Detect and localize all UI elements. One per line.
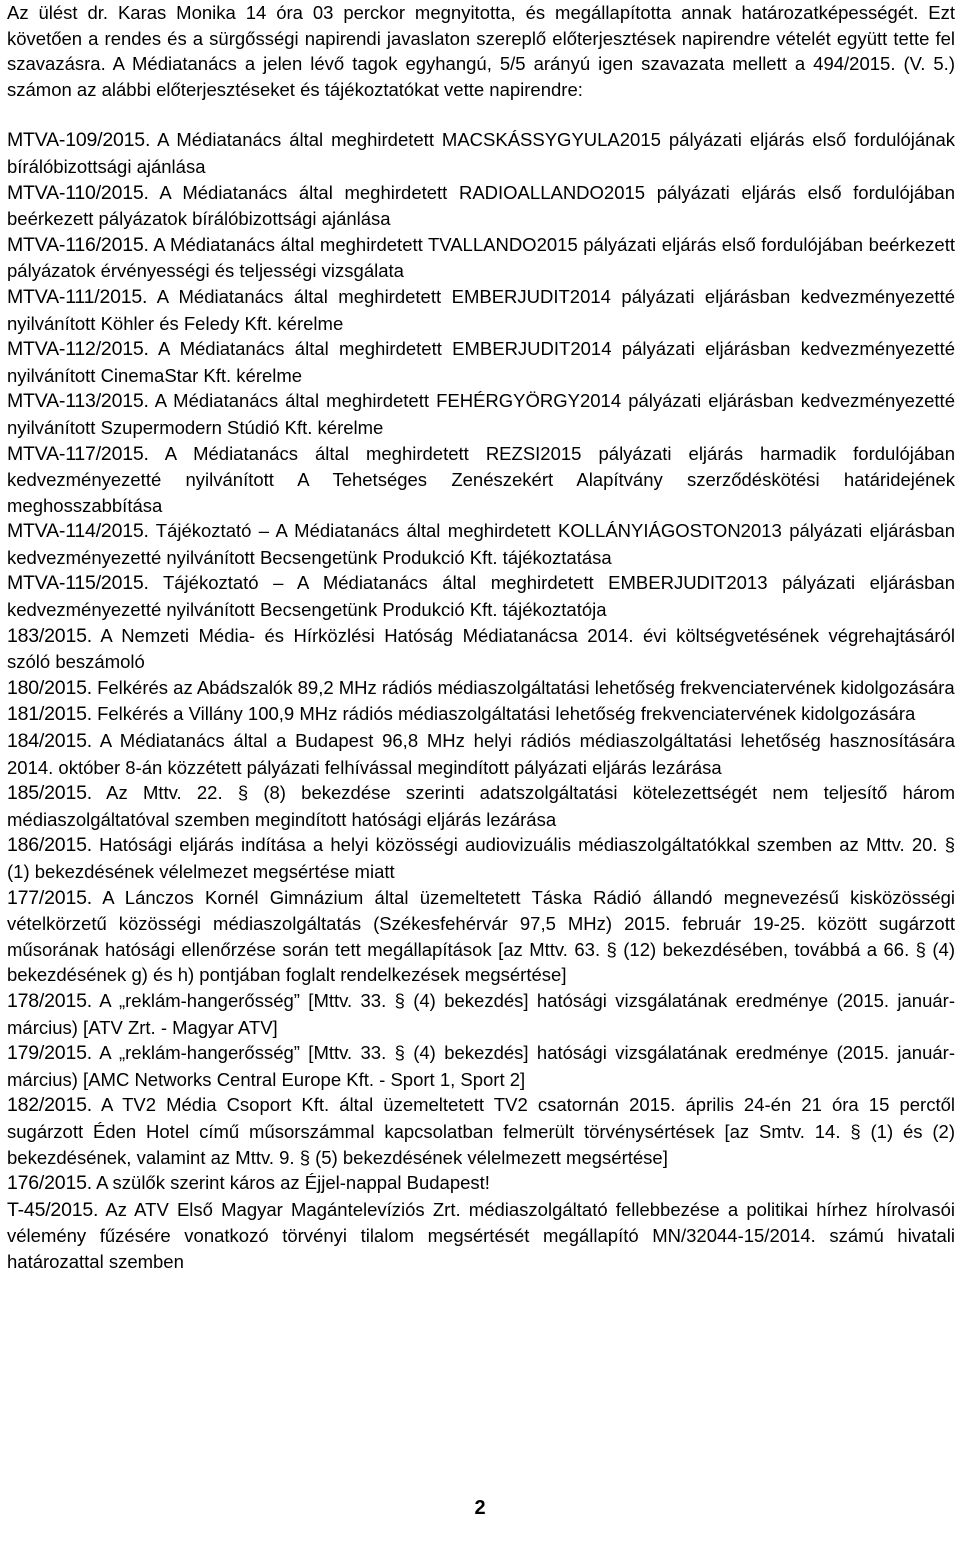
- agenda-item-code: 183/2015.: [7, 624, 92, 647]
- agenda-item: [7, 336, 955, 388]
- agenda-item-code: MTVA-115/2015.: [7, 572, 149, 595]
- agenda-item-text: Hatósági eljárás indítása a helyi közösségi audiovizuális médiaszolgáltatókkal szemben az Mttv. 20. § (1) bekezdésének vélelmezet megsértése miatt: [7, 834, 956, 882]
- agenda-item: [7, 284, 955, 336]
- agenda-item-text: A „reklám-hangerősség” [Mttv. 33. § (4) bekezdés] hatósági vizsgálatának eredménye (2015. január-március) [AMC Networks Central Europe Kft. - Sport 1, Sport 2]: [7, 1042, 955, 1090]
- agenda-item: [7, 832, 955, 884]
- agenda-item-text: A TV2 Média Csoport Kft. által üzemeltetett TV2 csatornán 2015. április 24-én 21 óra 15 perctől sugárzott Éden Hotel című műsorszámmal kapcsolatban felmerült törvénysértések [az Smtv. 14. § (1) és (2) bekezdésének, valamint az Mttv. 9. § (5) bekezdésének vélelmezett megsértése]: [7, 1094, 955, 1168]
- agenda-list: [7, 127, 955, 1274]
- document-body: [7, 0, 955, 1275]
- page-number: 2: [474, 1497, 486, 1519]
- agenda-item-code: MTVA-112/2015.: [7, 338, 149, 361]
- agenda-item-text: A szülők szerint káros az Éjjel-nappal Budapest!: [96, 1172, 490, 1194]
- agenda-item-code: MTVA-109/2015.: [7, 129, 151, 152]
- agenda-item-text: A Médiatanács által meghirdetett EMBERJUDIT2014 pályázati eljárásban kedvezményezetté nyilvánított CinemaStar Kft. kérelme: [7, 338, 956, 386]
- agenda-item-text: A Médiatanács által meghirdetett MACSKÁSSYGYULA2015 pályázati eljárás első fordulójának bírálóbizottsági ajánlása: [7, 129, 955, 177]
- agenda-item-code: 186/2015.: [7, 834, 92, 857]
- agenda-item: [7, 701, 955, 728]
- agenda-item: [7, 675, 955, 702]
- agenda-item-code: MTVA-113/2015.: [7, 390, 149, 413]
- agenda-item-text: A Médiatanács által meghirdetett REZSI2015 pályázati eljárás harmadik fordulójában kedvezményezetté nyilvánított A Tehetséges Zenészekért Alapítvány szerződéskötési határidejének meghosszabbítása: [7, 442, 955, 516]
- agenda-item: [7, 623, 955, 675]
- agenda-item-code: 185/2015.: [7, 782, 92, 805]
- agenda-item-code: MTVA-114/2015.: [7, 520, 149, 543]
- agenda-item-text: A Médiatanács által meghirdetett TVALLANDO2015 pályázati eljárás első fordulójában beérkezett pályázatok érvényességi és teljességi vizsgálata: [7, 233, 955, 282]
- agenda-item-text: Felkérés a Villány 100,9 MHz rádiós médiaszolgáltatási lehetőség frekvenciatervének kidolgozására: [97, 703, 916, 725]
- agenda-item: [7, 1197, 955, 1275]
- agenda-item-code: MTVA-116/2015.: [7, 233, 149, 256]
- agenda-item-code: MTVA-111/2015.: [7, 285, 148, 308]
- agenda-item-text: A Médiatanács által meghirdetett FEHÉRGYÖRGY2014 pályázati eljárásban kedvezményezetté nyilvánított Szupermodern Stúdió Kft. kérelme: [7, 390, 955, 438]
- agenda-item-text: A Nemzeti Média- és Hírközlési Hatóság Médiatanácsa 2014. évi költségvetésének végrehajtásáról szóló beszámoló: [7, 624, 955, 673]
- agenda-item-text: A Médiatanács által meghirdetett EMBERJUDIT2014 pályázati eljárásban kedvezményezetté nyilvánított Köhler és Feledy Kft. kérelme: [7, 285, 955, 334]
- agenda-item: [7, 518, 955, 570]
- agenda-item-code: 178/2015.: [7, 989, 92, 1012]
- agenda-item-code: 176/2015.: [7, 1172, 92, 1195]
- agenda-item: [7, 1170, 955, 1197]
- agenda-item: [7, 441, 955, 519]
- agenda-item: [7, 780, 955, 832]
- agenda-item-text: Az Mttv. 22. § (8) bekezdése szerinti adatszolgáltatási kötelezettségét nem teljesítő három médiaszolgáltatóval szemben megindított hatósági eljárás lezárása: [7, 782, 955, 830]
- agenda-item: [7, 885, 955, 988]
- agenda-item: [7, 988, 955, 1040]
- agenda-item: [7, 570, 955, 622]
- agenda-item-text: A Médiatanács által a Budapest 96,8 MHz helyi rádiós médiaszolgáltatási lehetőség hasznosítására 2014. október 8-án közzétett pályázati felhívással megindított pályázati eljárás lezárása: [7, 730, 956, 778]
- agenda-item-text: Felkérés az Abádszalók 89,2 MHz rádiós médiaszolgáltatási lehetőség frekvenciatervének kidolgozására: [97, 676, 955, 698]
- agenda-item: [7, 1040, 955, 1092]
- agenda-item-code: 180/2015.: [7, 676, 92, 699]
- agenda-item-text: Tájékoztató – A Médiatanács által meghirdetett EMBERJUDIT2013 pályázati eljárásban kedvezményezetté nyilvánított Becsengetünk Produkció Kft. tájékoztatója: [7, 572, 955, 621]
- agenda-item-text: A Lánczos Kornél Gimnázium által üzemeltetett Táska Rádió állandó megnevezésű kisközösségi vételkörzetű közösségi médiaszolgáltatás (Székesfehérvár 97,5 MHz) 2015. február 19-25. között sugárzott műsorának hatósági ellenőrzése során tett megállapítások [az Mttv. 63. § (12) bekezdésében, továbbá a 66. § (4) bekezdésének g) és h) pontjában foglalt rendelkezések megsértése]: [7, 886, 956, 986]
- agenda-item-text: A Médiatanács által meghirdetett RADIOALLANDO2015 pályázati eljárás első fordulójában beérkezett pályázatok bírálóbizottsági ajánlása: [7, 181, 955, 230]
- agenda-item: [7, 180, 955, 232]
- agenda-item-code: 181/2015.: [7, 703, 92, 726]
- agenda-item-code: 177/2015.: [7, 886, 92, 909]
- agenda-item-code: 184/2015.: [7, 730, 92, 753]
- intro-paragraph: Az ülést dr. Karas Monika 14 óra 03 perckor megnyitotta, és megállapította annak határozatképességét. Ezt követően a rendes és a sürgősségi napirendi javaslaton szereplő előterjesztések napirendre vételét együtt tette fel szavazásra. A Médiatanács a jelen lévő tagok egyhangú, 5/5 arányú igen szavazata mellett a 494/2015. (V. 5.) számon az alábbi előterjesztéseket és tájékoztatókat vette napirendre:: [7, 2, 955, 100]
- agenda-item-code: 182/2015.: [7, 1094, 92, 1117]
- agenda-item: [7, 728, 955, 780]
- agenda-item-code: T-45/2015.: [7, 1198, 99, 1221]
- agenda-item: [7, 127, 955, 179]
- agenda-item-code: MTVA-117/2015.: [7, 442, 149, 465]
- agenda-item-text: Tájékoztató – A Médiatanács által meghirdetett KOLLÁNYIÁGOSTON2013 pályázati eljárásban kedvezményezetté nyilvánított Becsengetünk Produkció Kft. tájékoztatása: [7, 520, 955, 568]
- agenda-item: [7, 232, 955, 284]
- agenda-item-text: A „reklám-hangerősség” [Mttv. 33. § (4) bekezdés] hatósági vizsgálatának eredménye (2015. január-március) [ATV Zrt. - Magyar ATV]: [7, 989, 955, 1038]
- agenda-item: [7, 1092, 955, 1170]
- agenda-item: [7, 388, 955, 440]
- agenda-item-text: Az ATV Első Magyar Magántelevíziós Zrt. médiaszolgáltató fellebbezése a politikai hírhez hírolvasói vélemény fűzésére vonatkozó törvényi tilalom megsértését megállapító MN/32044-15/2014. számú hivatali határozattal szemben: [7, 1198, 955, 1272]
- agenda-item-code: MTVA-110/2015.: [7, 181, 149, 204]
- agenda-item-code: 179/2015.: [7, 1042, 92, 1065]
